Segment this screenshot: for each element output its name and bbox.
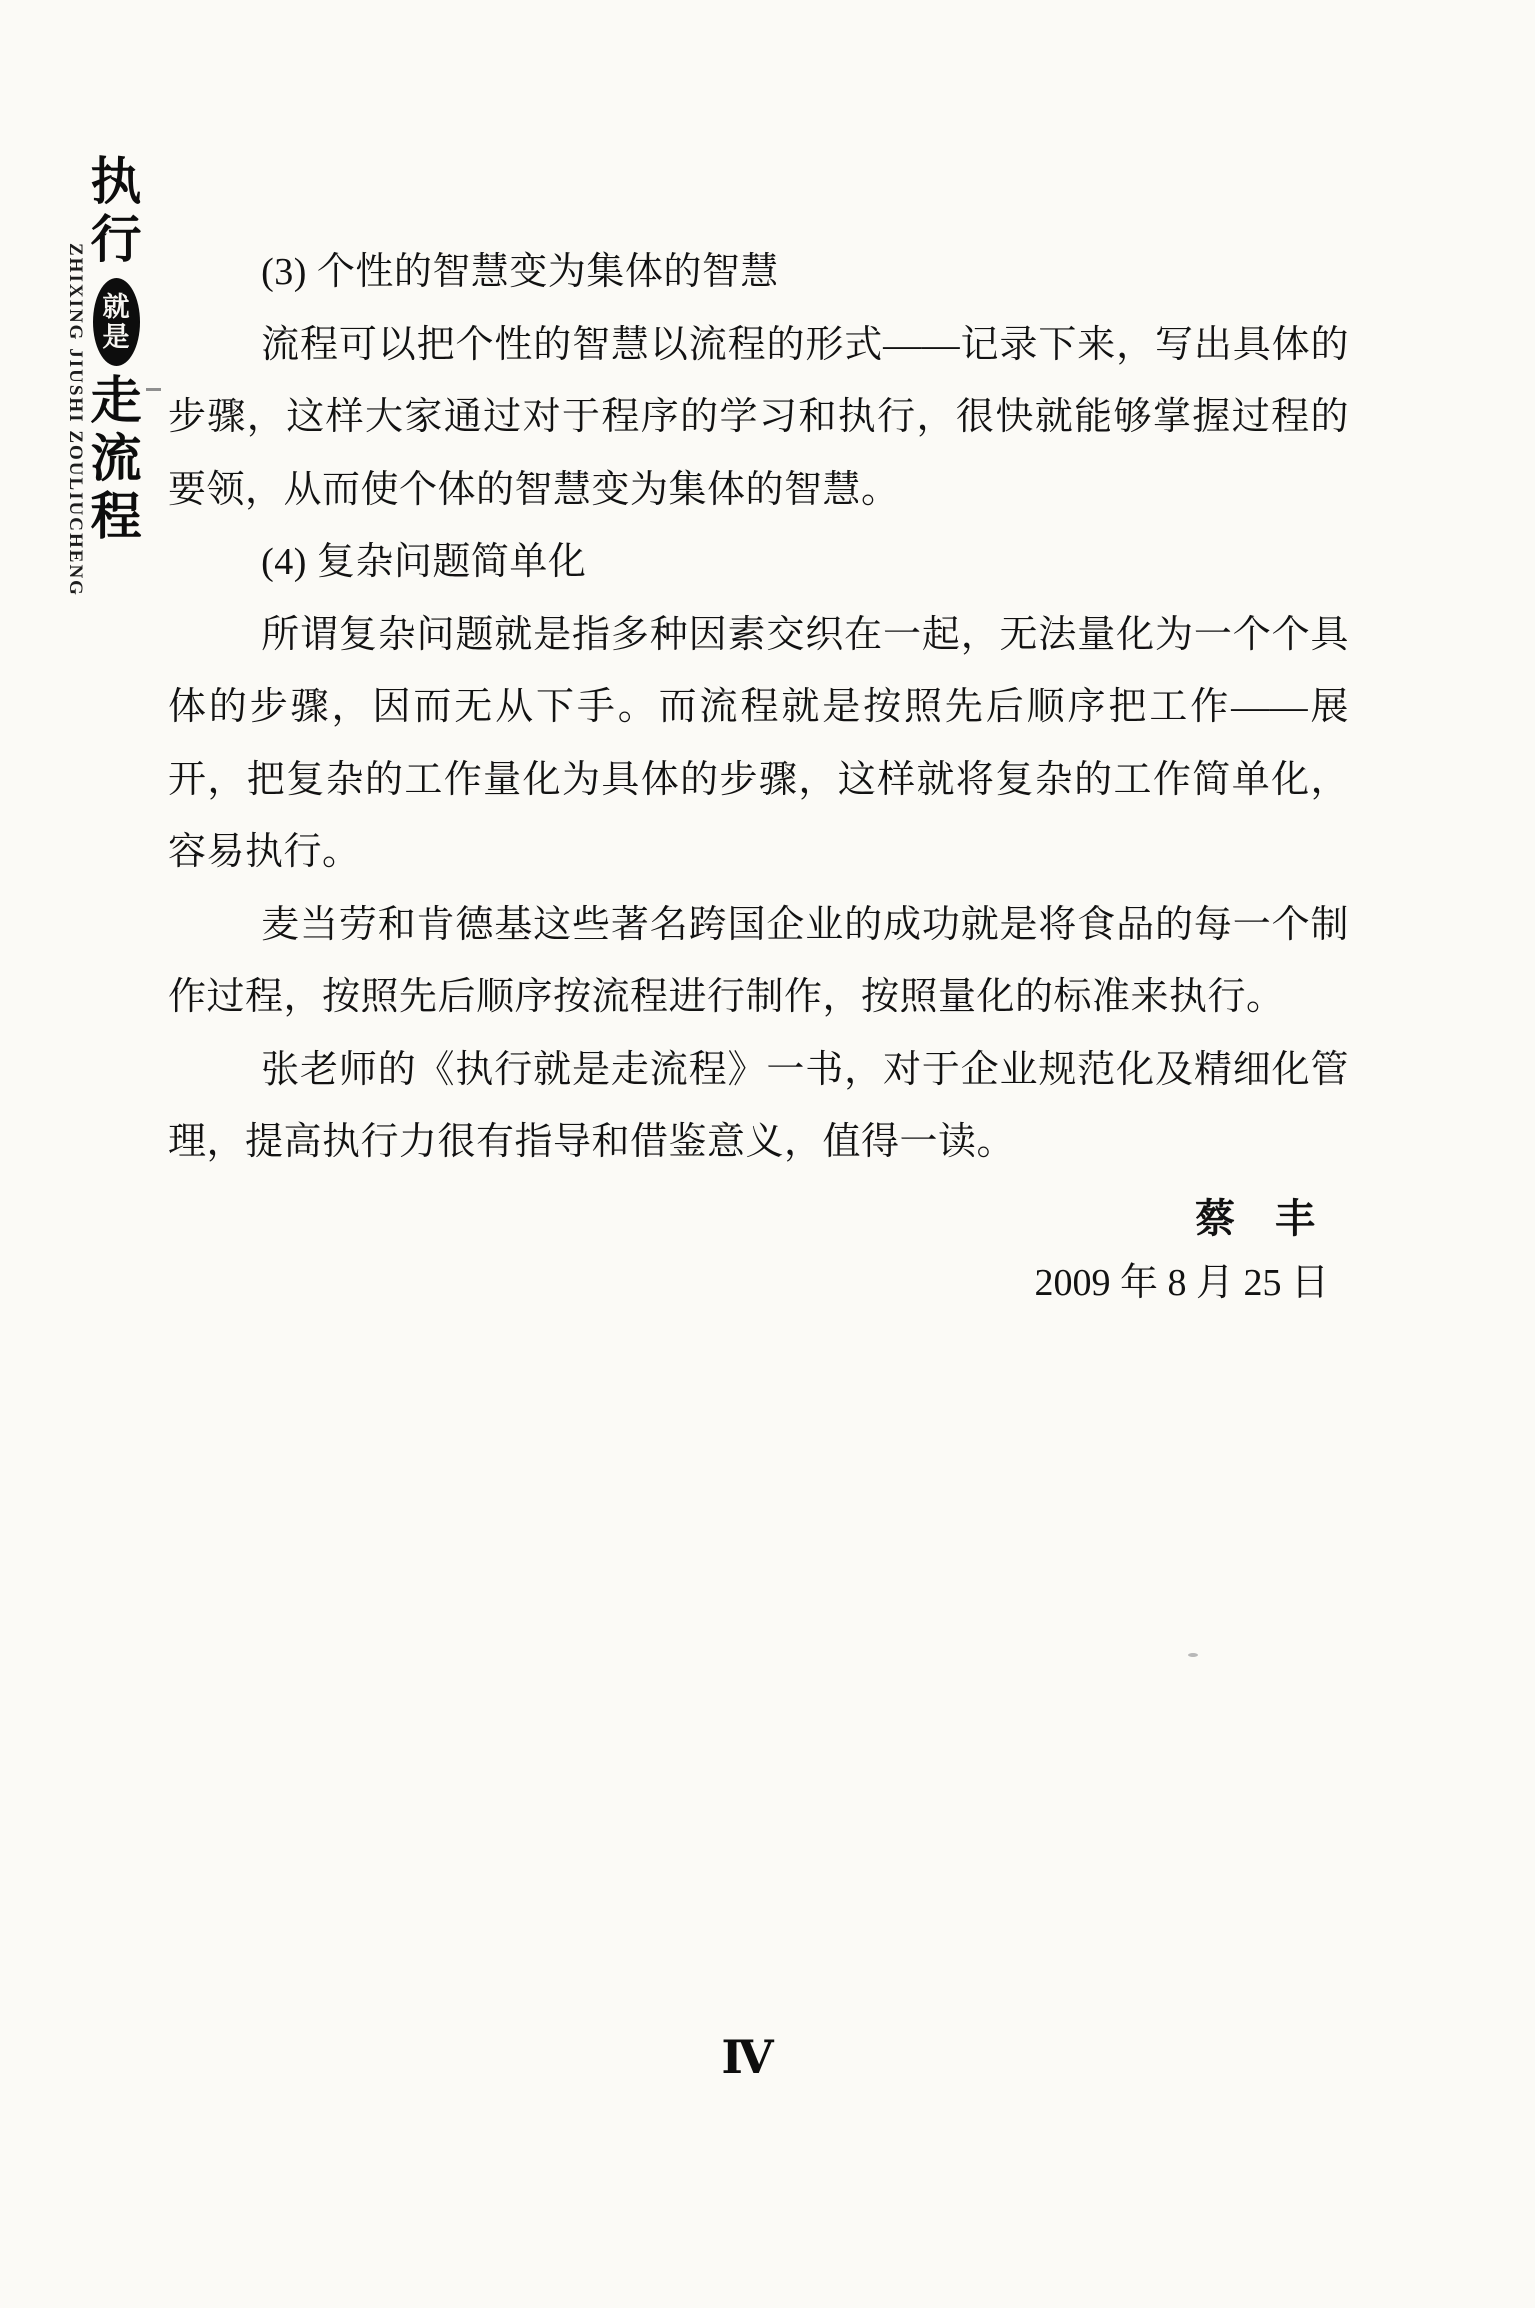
title-char-zhi: 执 [90,155,142,211]
scan-artifact-dot [1188,1653,1198,1657]
section-heading-3: (3) 个性的智慧变为集体的智慧 [261,251,779,293]
paragraph-collective-wisdom: 流程可以把个性的智慧以流程的形式——记录下来，写出具体的步骤，这样大家通过对于程序的学习和执行，很快就能够掌握过程的要领，从而使个体的智慧变为集体的智慧。 [168,323,1349,511]
signature-date: 2009 年 8 月 25 日 [1034,1262,1329,1304]
section-heading-4: (4) 复杂问题简单化 [261,541,587,583]
sidebar-book-title [89,155,143,546]
paragraph-mcdonalds-kfc: 麦当劳和肯德基这些著名跨国企业的成功就是将食品的每一个制作过程，按照先后顺序按流程进行制作，按照量化的标准来执行。 [168,903,1349,1018]
jiushi-oval-badge [93,278,140,366]
signature-name: 蔡 丰 [1195,1196,1315,1241]
title-char-cheng: 程 [90,490,142,546]
scan-artifact-dash [146,388,161,391]
title-char-zou: 走 [90,374,142,430]
sidebar-romanization: ZHIXING JIUSHI ZOULIUCHENG [65,243,86,597]
badge-char-shi: 是 [102,321,130,352]
paragraph-simplify-complex: 所谓复杂问题就是指多种因素交织在一起，无法量化为一个个具体的步骤，因而无从下手。而流程就是按照先后顺序把工作——展开，把复杂的工作量化为具体的步骤，这样就将复杂的工作简单化，容易执行。 [168,613,1349,873]
main-text [168,236,1349,1179]
title-char-xing: 行 [90,213,142,269]
paragraph-book-recommendation: 张老师的《执行就是走流程》一书，对于企业规范化及精细化管理，提高执行力很有指导和借鉴意义，值得一读。 [168,1048,1349,1163]
title-char-liu: 流 [90,432,142,488]
badge-char-jiu: 就 [102,291,130,322]
page-number: Ⅳ [721,2032,774,2083]
